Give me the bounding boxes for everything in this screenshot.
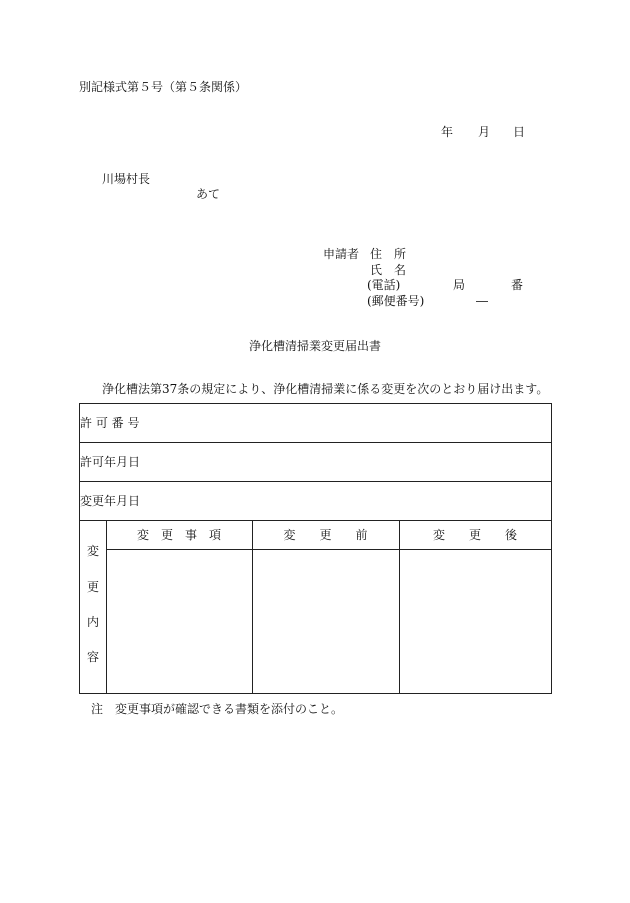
applicant-phone-label: (電話) (367, 278, 401, 292)
applicant-role: 申請者 (323, 247, 360, 261)
row-label-permit-number: 許 可 番 号 (80, 416, 140, 430)
header-after-change: 変 更 後 (432, 528, 517, 542)
table-col-divider (399, 520, 400, 694)
side-label-char: 変 (86, 544, 99, 558)
row-label-change-date: 変更年月日 (80, 494, 141, 508)
table-header-divider (106, 549, 552, 550)
date-month: 月 (478, 125, 491, 139)
applicant-address-label: 住 所 (370, 247, 407, 261)
header-before-change: 変 更 前 (283, 528, 368, 542)
table-col-divider (252, 520, 253, 694)
footnote: 注 変更事項が確認できる書類を添付のこと。 (91, 702, 344, 716)
header-change-item: 変 更 事 項 (136, 528, 221, 542)
table-row-divider (79, 520, 552, 521)
table-row-divider (79, 481, 552, 482)
document-title: 浄化槽清掃業変更届出書 (248, 339, 381, 353)
side-label-char: 更 (86, 580, 99, 594)
table-row-divider (79, 442, 552, 443)
intro-text: 浄化槽法第37条の規定により、浄化槽清掃業に係る変更を次のとおり届け出ます。 (102, 382, 549, 396)
addressee-name: 川場村長 (102, 172, 151, 186)
date-day: 日 (513, 125, 526, 139)
addressee-suffix: あて (196, 187, 221, 201)
applicant-phone-exchange: 局 (453, 278, 466, 292)
table-border-top (79, 403, 552, 404)
applicant-postal-dash: ― (476, 294, 488, 308)
form-reference: 別記様式第５号（第５条関係） (79, 80, 248, 94)
side-label-char: 容 (86, 650, 99, 664)
applicant-postal-label: (郵便番号) (367, 294, 425, 308)
date-year: 年 (441, 125, 454, 139)
applicant-phone-number: 番 (511, 278, 524, 292)
side-label-char: 内 (86, 615, 99, 629)
row-label-permit-date: 許可年月日 (80, 455, 141, 469)
table-border-bottom (79, 693, 552, 694)
table-col-divider (106, 520, 107, 694)
applicant-name-label: 氏 名 (370, 263, 407, 277)
